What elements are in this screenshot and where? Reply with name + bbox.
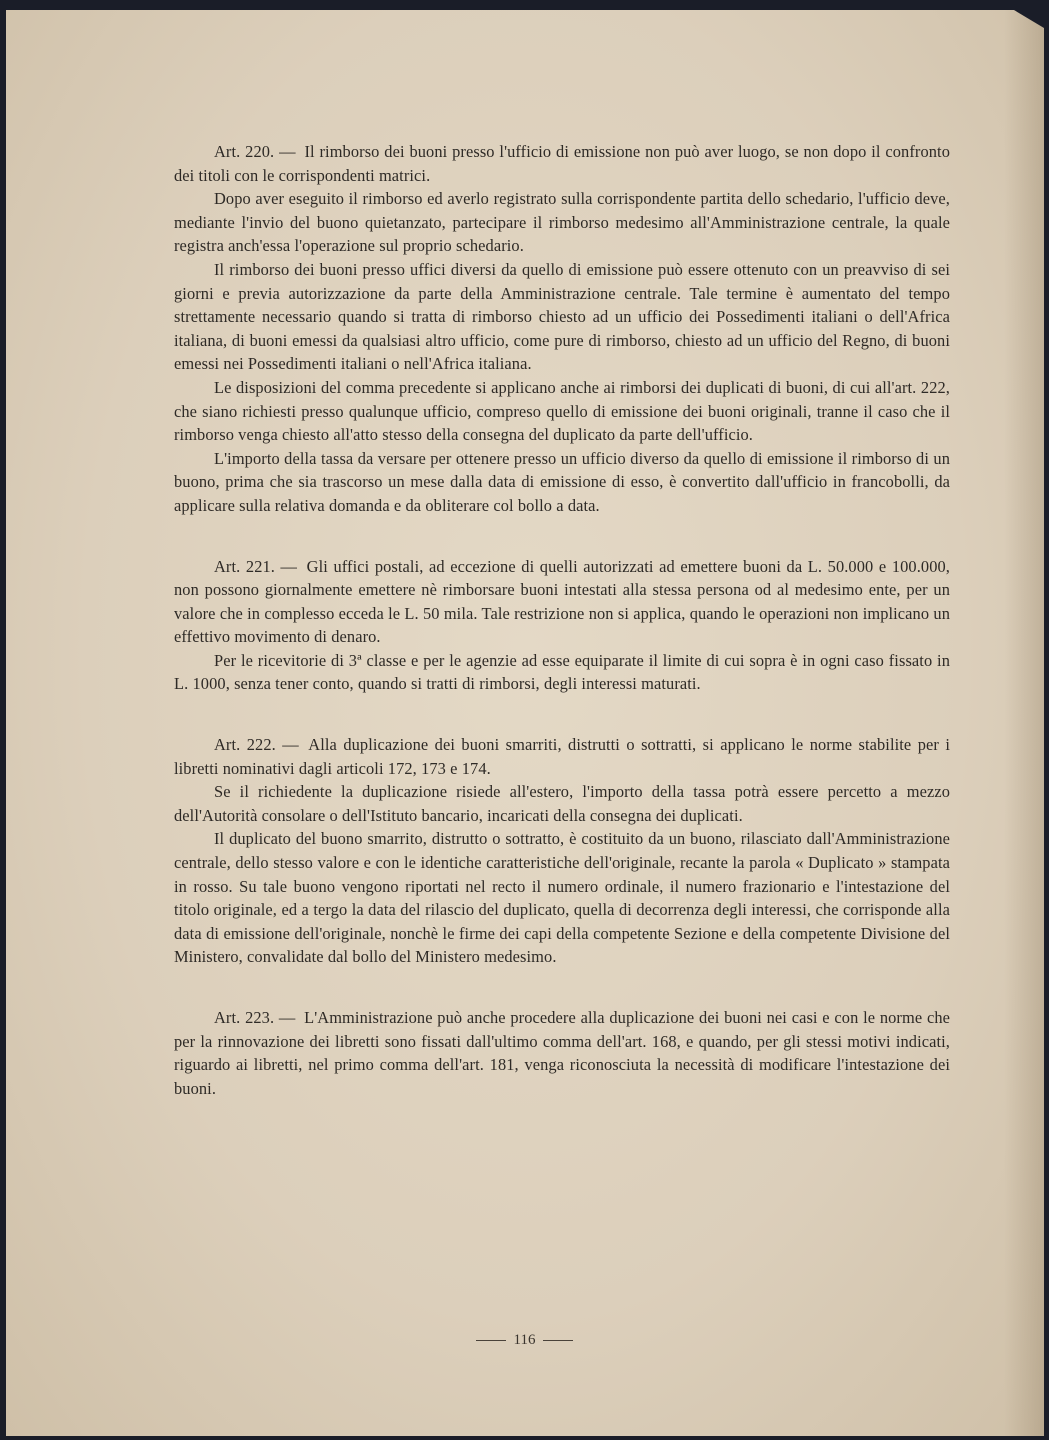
page-corner [1014,10,1044,28]
page-number-dash-right [543,1340,573,1341]
page-shadow [1004,10,1044,1436]
article-222-heading: Art. 222. — [214,735,299,755]
article-220-heading: Art. 220. — [214,142,296,161]
article-223-paragraph-1 [174,1006,950,1100]
article-221-paragraph-1 [174,555,950,649]
article-223-paragraph-1-text: L'Amministrazione può anche procedere alla duplicazione dei buoni nei casi e con le norme che per la rinnovazione dei libretti sono fissati dall'ultimo comma dell'art. 168, e quando, per gli stessi motivi indicati, riguardo ai libretti, nel primo comma dell'art. 181, venga riconosciuta la necessità di modificare l'intestazione dei buoni. [174,1008,950,1098]
article-220-paragraph-5: L'importo della tassa da versare per ottenere presso un ufficio diverso da quello di emissione il rimborso di un buono, prima che sia trascorso un mese dalla data di emissione di esso, è convertito dall'ufficio in francobolli, da applicare sulla relativa domanda e da obliterare col bollo a data. [174,448,950,515]
page-number-dash-left [476,1340,506,1341]
article-220-paragraph-2: Dopo aver eseguito il rimborso ed averlo registrato sulla corrispondente partita dello schedario, l'ufficio deve, mediante l'invio del buono quietanzato, partecipare il rimborso medesimo all'Amministrazione centrale, la quale registra anch'essa l'operazione sul proprio schedario. [174,189,950,256]
page-number-footer [0,1332,1049,1349]
article-221-paragraph-1-text: Gli uffici postali, ad eccezione di quelli autorizzati ad emettere buoni da L. 50.000 e 100.000, non possono giornalmente emettere nè rimborsare buoni intestati alla stessa persona od al medesimo ente, per un valore che in complesso ecceda le L. 50 mila. Tale restrizione non si applica, quando le operazioni non implicano un effettivo movimento di denaro. [174,556,950,647]
article-221-heading: Art. 221. — [214,556,298,576]
article-221 [174,555,950,697]
page-number: 116 [513,1332,536,1348]
article-220-paragraph-4: Le disposizioni del comma precedente si applicano anche ai rimborsi dei duplicati di buoni, di cui all'art. 222, che siano richiesti presso qualunque ufficio, compreso quello di emissione dei buoni originali, tranne il caso che il rimborso venga chiesto all'atto stesso della consegna del duplicato da parte dell'ufficio. [174,377,950,445]
article-223 [174,1006,950,1100]
document-body [174,140,950,1100]
article-221-paragraph-2: Per le ricevitorie di 3ª classe e per le agenzie ad esse equiparate il limite di cui sopra è in ogni caso fissato in L. 1000, senza tener conto, quando si tratti di rimborsi, degli interessi maturati. [174,650,950,694]
article-222-paragraph-3: Il duplicato del buono smarrito, distrutto o sottratto, è costituito da un buono, rilasciato dall'Amministrazione centrale, dello stesso valore e con le identiche caratteristiche dell'originale, recante la parola « Duplicato » stampata in rosso. Su tale buono vengono riportati nel recto il numero ordinale, il numero frazionario e l'intestazione del titolo originale, ed a tergo la data del rilascio del duplicato, quella di decorrenza degli interessi, che corrisponde alla data di emissione dell'originale, nonchè le firme dei capi della competente Sezione e della competente Divisione del Ministero, convalidate dal bollo del Ministero medesimo. [174,829,950,967]
article-222-paragraph-1-text: Alla duplicazione dei buoni smarriti, distrutti o sottratti, si applicano le norme stabilite per i libretti nominativi dagli articoli 172, 173 e 174. [174,735,950,778]
article-222-paragraph-2: Se il richiedente la duplicazione risiede all'estero, l'importo della tassa potrà essere percetto a mezzo dell'Autorità consolare o dell'Istituto bancario, incaricati della consegna dei duplicati. [174,782,950,825]
article-220-paragraph-3: Il rimborso dei buoni presso uffici diversi da quello di emissione può essere ottenuto con un preavviso di sei giorni e previa autorizzazione da parte della Amministrazione centrale. Tale termine è aumentato del tempo strettamente necessario quando si tratta di rimborso chiesto ad un ufficio dei Possedimenti italiani o dell'Africa italiana, di buoni emessi da qualsiasi altro ufficio, come pure di rimborso, chiesto ad un ufficio del Regno, di buoni emessi nei Possedimenti italiani o nell'Africa italiana. [174,259,950,374]
article-220 [174,140,950,518]
article-222-paragraph-1 [174,733,950,780]
article-220-paragraph-1 [174,140,950,187]
article-220-paragraph-1-text: Il rimborso dei buoni presso l'ufficio di emissione non può aver luogo, se non dopo il confronto dei titoli con le corrispondenti matrici. [174,142,951,185]
article-223-heading: Art. 223. — [214,1008,296,1027]
article-222 [174,733,950,969]
